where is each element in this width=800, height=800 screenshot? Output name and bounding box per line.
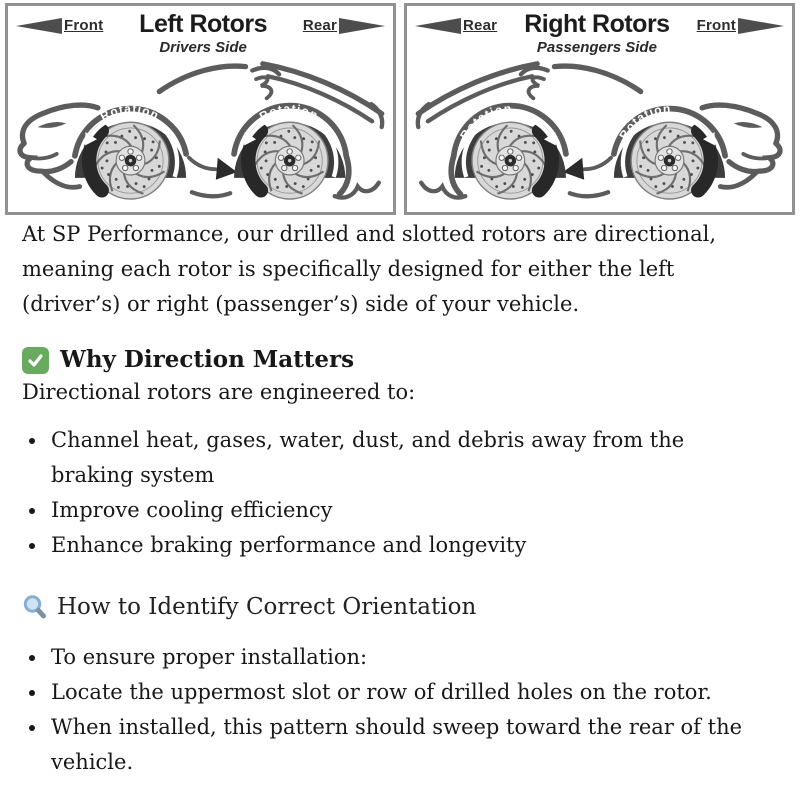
benefits-list	[22, 423, 761, 563]
panel-subtitle: Drivers Side	[159, 39, 247, 56]
panel-title: Right Rotors	[524, 10, 670, 38]
arrow-left-icon	[415, 18, 461, 34]
car-illustration-left	[8, 59, 393, 212]
check-mark-icon	[22, 347, 49, 374]
arrow-left-icon	[16, 18, 62, 34]
orientation-list	[22, 640, 761, 780]
rear-rotor-wheel	[234, 101, 345, 198]
rear-rotor-wheel	[455, 101, 566, 198]
arrow-right-icon	[738, 18, 784, 34]
list-item: • When installed, this pattern should sweep toward the rear of the vehicle.	[48, 710, 761, 780]
right-panel-header	[407, 6, 792, 59]
rotor-direction-diagram	[0, 0, 800, 215]
rear-direction-indicator	[415, 17, 497, 34]
panel-title: Left Rotors	[139, 10, 267, 38]
list-item: • Enhance braking performance and longevity	[48, 528, 761, 563]
panel-subtitle: Passengers Side	[536, 39, 657, 56]
front-rotor-wheel	[614, 101, 725, 198]
front-direction-indicator	[16, 17, 103, 34]
lead-paragraph: Directional rotors are engineered to:	[22, 380, 416, 404]
front-rotor-wheel	[75, 101, 186, 198]
front-label: Front	[696, 17, 736, 34]
section-heading-why-direction-matters	[22, 345, 776, 375]
section-title: How to Identify Correct Orientation	[57, 594, 477, 620]
section-heading-identify-orientation	[22, 592, 776, 622]
rear-direction-indicator	[303, 17, 385, 34]
list-item: • Improve cooling efficiency	[48, 493, 761, 528]
right-panel-titles	[524, 12, 669, 55]
left-panel-header	[8, 6, 393, 59]
magnifying-glass-icon	[22, 594, 48, 620]
front-label: Front	[64, 17, 104, 34]
front-direction-indicator	[697, 17, 784, 34]
list-item: • Channel heat, gases, water, dust, and debris away from the braking system	[48, 423, 761, 493]
right-rotors-panel	[404, 3, 795, 215]
list-item: • Locate the uppermost slot or row of drilled holes on the rotor.	[48, 675, 761, 710]
left-rotors-panel	[5, 3, 396, 215]
rear-label: Rear	[463, 17, 498, 34]
rear-label: Rear	[302, 17, 337, 34]
list-item: • To ensure proper installation:	[48, 640, 761, 675]
arrow-right-icon	[339, 18, 385, 34]
article-content	[0, 215, 800, 780]
intro-paragraph: At SP Performance, our drilled and slotted rotors are directional, meaning each rotor is specifically designed for either the left (driver’s) or right (passenger’s) side of your vehicle.	[22, 222, 717, 316]
left-panel-titles	[139, 12, 267, 55]
car-illustration-right	[407, 59, 792, 212]
section-title: Why Direction Matters	[60, 346, 355, 373]
